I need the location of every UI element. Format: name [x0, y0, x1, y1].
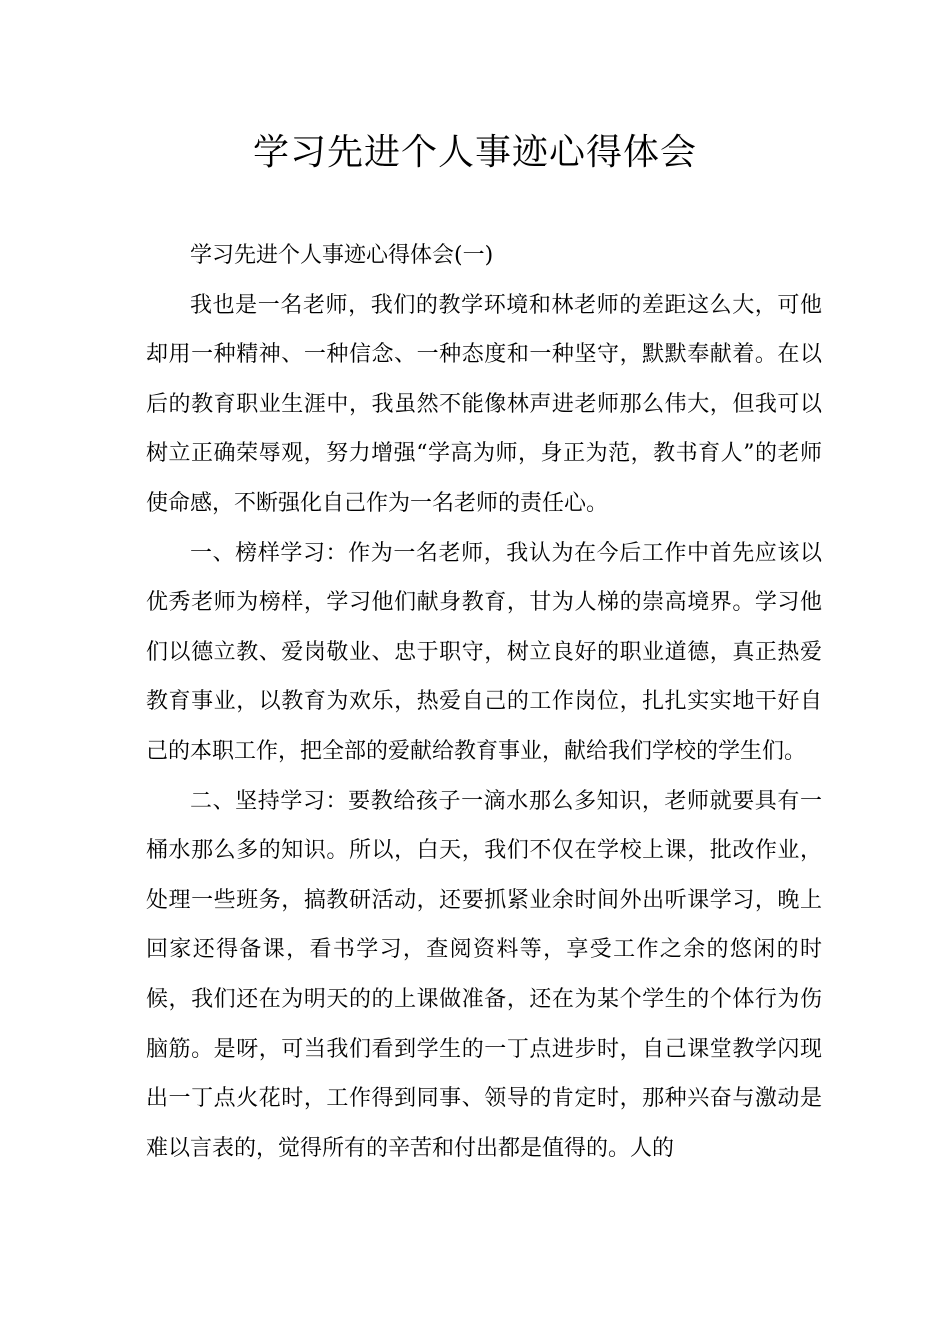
paragraph-section-two: 二、坚持学习：要教给孩子一滴水那么多知识，老师就要具有一桶水那么多的知识。所以，白天，我们不仅在学校上课，批改作业，处理一些班务，搞教研活动，还要抓紧业余时间外出听课学习，晚上回家还得备课，看书学习，查阅资料等，享受工作之余的悠闲的时候，我们还在为明天的的上课做准备，还在为某个学生的个体行为伤脑筋。是呀，可当我们看到学生的一丁点进步时，自己课堂教学闪现出一丁点火花时，工作得到同事、领导的肯定时，那种兴奋与激动是难以言表的，觉得所有的辛苦和付出都是值得的。人的: [146, 788, 822, 1161]
paragraph-section-one: 一、榜样学习：作为一名老师，我认为在今后工作中首先应该以优秀老师为榜样，学习他们献身教育，甘为人梯的崇高境界。学习他们以德立教、爱岗敬业、忠于职守，树立良好的职业道德，真正热爱教育事业，以教育为欢乐，热爱自己的工作岗位，扎扎实实地干好自己的本职工作，把全部的爱献给教育事业，献给我们学校的学生们。: [146, 540, 822, 764]
document-body: [146, 231, 822, 1173]
paragraph-subtitle: 学习先进个人事迹心得体会(一): [190, 243, 494, 268]
document-title: 学习先进个人事迹心得体会: [252, 132, 697, 173]
paragraph-intro: 我也是一名老师，我们的教学环境和林老师的差距这么大，可他却用一种精神、一种信念、一种态度和一种坚守，默默奉献着。在以后的教育职业生涯中，我虽然不能像林声进老师那么伟大，但我可以树立正确荣辱观，努力增强“学高为师，身正为范，教书育人”的老师使命感，不断强化自己作为一名老师的责任心。: [146, 292, 822, 516]
